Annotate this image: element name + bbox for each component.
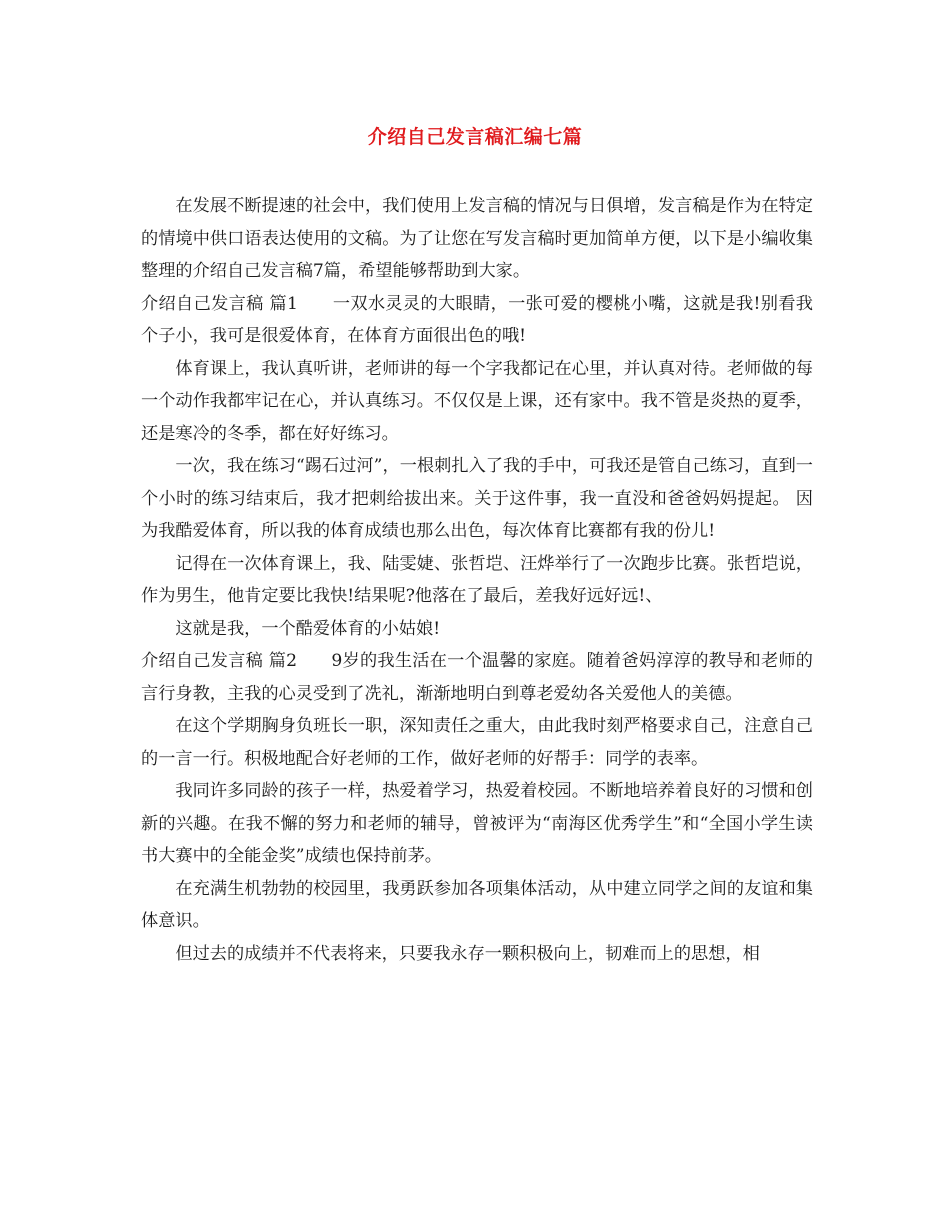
paragraph-text: 在这个学期胸身负班长一职，深知责任之重大，由此我时刻严格要求自己，注意自己的一言一行。积极地配合好老师的工作，做好老师的好帮手：同学的表率。	[141, 716, 813, 769]
document-body	[141, 190, 813, 970]
paragraph-text: 在充满生机勃勃的校园里，我勇跃参加各项集体活动，从中建立同学之间的友谊和集体意识。	[141, 878, 813, 931]
paragraph	[141, 288, 813, 353]
section-heading: 介绍自己发言稿 篇1	[141, 293, 298, 314]
paragraph	[141, 645, 813, 710]
paragraph-text: 9岁的我生活在一个温馨的家庭。随着爸妈淳淳的教导和老师的言行身教，主我的心灵受到了冼礼，渐渐地明白到尊老爱幼各关爱他人的美德。	[141, 651, 813, 704]
paragraph	[141, 873, 813, 938]
paragraph	[141, 613, 813, 646]
paragraph	[141, 190, 813, 288]
paragraph-text: 记得在一次体育课上，我、陆雯婕、张哲垲、汪烨举行了一次跑步比赛。张哲垲说，作为男生，他肯定要比我快!结果呢?他落在了最后，差我好远好远!、	[141, 553, 813, 606]
paragraph	[141, 938, 813, 971]
paragraph-text: 一双水灵灵的大眼睛，一张可爱的樱桃小嘴，这就是我!别看我个子小，我可是很爱体育，在体育方面很出色的哦!	[141, 293, 813, 346]
paragraph-text: 在发展不断提速的社会中，我们使用上发言稿的情况与日俱增，发言稿是作为在特定的情境中供口语表达使用的文稿。为了让您在写发言稿时更加简单方便，以下是小编收集整理的介绍自己发言稿7篇，希望能够帮助到大家。	[141, 196, 813, 281]
paragraph-text: 一次，我在练习“踢石过河”，一根刺扎入了我的手中，可我还是管自己练习，直到一个小时的练习结束后，我才把刺给拔出来。关于这件事，我一直没和爸爸妈妈提起。 因为我酷爱体育，所以我的体育成绩也那么出色，每次体育比赛都有我的份儿!	[141, 456, 813, 541]
paragraph	[141, 548, 813, 613]
document-title: 介绍自己发言稿汇编七篇	[367, 126, 583, 148]
paragraph	[141, 775, 813, 873]
paragraph	[141, 710, 813, 775]
paragraph	[141, 353, 813, 451]
paragraph-text: 这就是我，一个酷爱体育的小姑娘!	[175, 618, 441, 639]
paragraph-text: 体育课上，我认真听讲，老师讲的每一个字我都记在心里，并认真对待。老师做的每一个动作我都牢记在心，并认真练习。不仅仅是上课，还有家中。我不管是炎热的夏季，还是寒冷的冬季，都在好好练习。	[141, 358, 813, 444]
paragraph-text: 但过去的成绩并不代表将来，只要我永存一颗积极向上，韧难而上的思想，相	[175, 943, 760, 964]
paragraph-text: 我同许多同龄的孩子一样，热爱着学习，热爱着校园。不断地培养着良好的习惯和创新的兴趣。在我不懈的努力和老师的辅导，曾被评为“南海区优秀学生”和“全国小学生读书大赛中的全能金奖”成绩也保持前茅。	[141, 781, 813, 866]
section-heading: 介绍自己发言稿 篇2	[141, 651, 298, 671]
paragraph	[141, 450, 813, 548]
